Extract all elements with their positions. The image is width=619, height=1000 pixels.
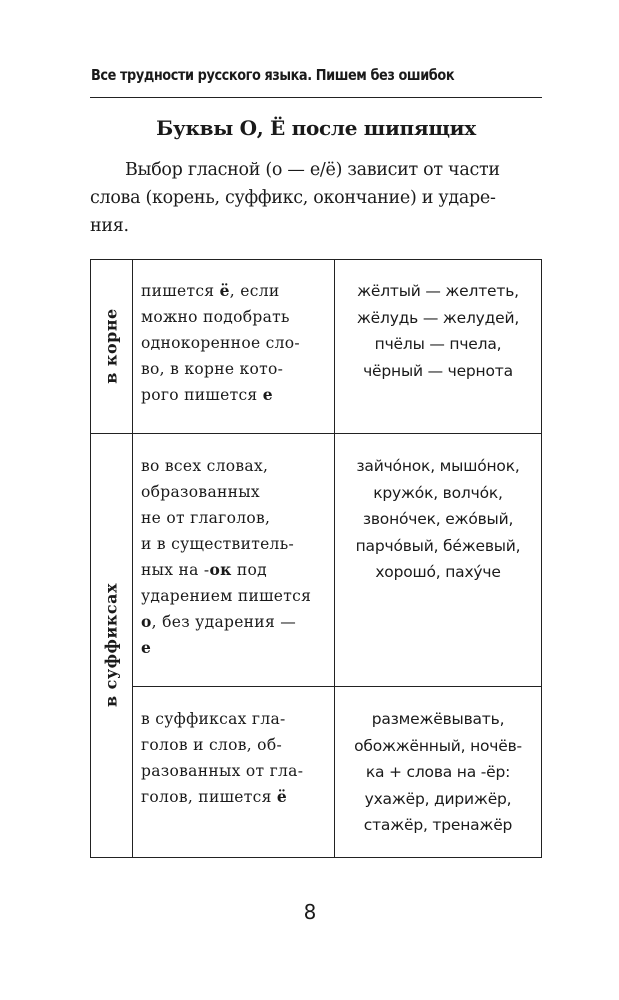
intro-line: Выбор гласной (о — е/ё) зависит от части bbox=[125, 160, 500, 180]
rule-line: голов, пишется ё bbox=[141, 787, 288, 806]
table-row-divider bbox=[132, 686, 541, 687]
row-label-suffix: в суффиксах bbox=[101, 582, 121, 708]
rule-line: образованных bbox=[141, 483, 260, 501]
root-rule-text bbox=[141, 278, 300, 408]
example-line: обожжённый, ночёв- bbox=[354, 736, 522, 755]
rule-line: однокоренное сло- bbox=[141, 334, 300, 352]
suffix-examples-2 bbox=[335, 706, 541, 839]
rule-line: о, без ударения — bbox=[141, 612, 297, 631]
rule-line: рого пишется е bbox=[141, 385, 273, 404]
rules-table bbox=[90, 259, 542, 858]
rule-line: ных на -ок под bbox=[141, 560, 267, 579]
page-number: 8 bbox=[303, 900, 317, 924]
rule-line: пишется ё, если bbox=[141, 281, 280, 300]
example-line: чёрный — чернота bbox=[363, 361, 513, 380]
section-title: Буквы О, Ё после шипящих bbox=[156, 116, 476, 140]
example-line: стажёр, тренажёр bbox=[363, 816, 513, 834]
example-line: ухажёр, дирижёр, bbox=[364, 789, 512, 808]
example-line: хорошó, пахýче bbox=[375, 563, 501, 581]
example-line: зайчóнок, мышóнок, bbox=[356, 457, 520, 475]
suffix-rule-text-2 bbox=[141, 706, 303, 810]
example-line: жёлтый — желтеть, bbox=[357, 282, 519, 300]
table-column-divider bbox=[132, 260, 133, 857]
intro-line: слова (корень, суффикс, окончание) и ударе- bbox=[90, 188, 496, 208]
intro-line: ния. bbox=[90, 216, 129, 236]
rule-line: в суффиксах гла- bbox=[141, 710, 286, 728]
intro-paragraph bbox=[90, 156, 542, 240]
example-line: звонóчек, ежóвый, bbox=[362, 510, 514, 528]
example-line: кружóк, волчóк, bbox=[373, 483, 503, 502]
example-line: размежёвывать, bbox=[371, 710, 505, 728]
rule-line: и в существитель- bbox=[141, 535, 294, 553]
example-line: жёлудь — желудей, bbox=[356, 308, 520, 327]
example-line: пчёлы — пчела, bbox=[374, 335, 502, 353]
suffix-examples-1 bbox=[335, 453, 541, 586]
rule-line: во всех словах, bbox=[141, 457, 269, 475]
table-row-divider bbox=[91, 433, 541, 434]
row-label-root: в корне bbox=[101, 308, 121, 384]
rule-line: не от глаголов, bbox=[141, 509, 271, 527]
root-examples bbox=[335, 278, 541, 384]
example-line: парчóвый, бéжевый, bbox=[355, 536, 521, 555]
rule-line: голов и слов, об- bbox=[141, 736, 282, 754]
rule-line: ударением пишется bbox=[141, 587, 312, 605]
example-line: ка + слова на -ёр: bbox=[365, 763, 511, 781]
rule-line: е bbox=[141, 638, 152, 657]
header-rule bbox=[90, 97, 542, 98]
suffix-rule-text-1 bbox=[141, 453, 311, 661]
rule-line: во, в корне кото- bbox=[141, 360, 284, 378]
rule-line: разованных от гла- bbox=[141, 762, 304, 780]
running-title: Все трудности русского языка. Пишем без ошибок bbox=[91, 66, 455, 84]
rule-line: можно подобрать bbox=[141, 308, 290, 326]
